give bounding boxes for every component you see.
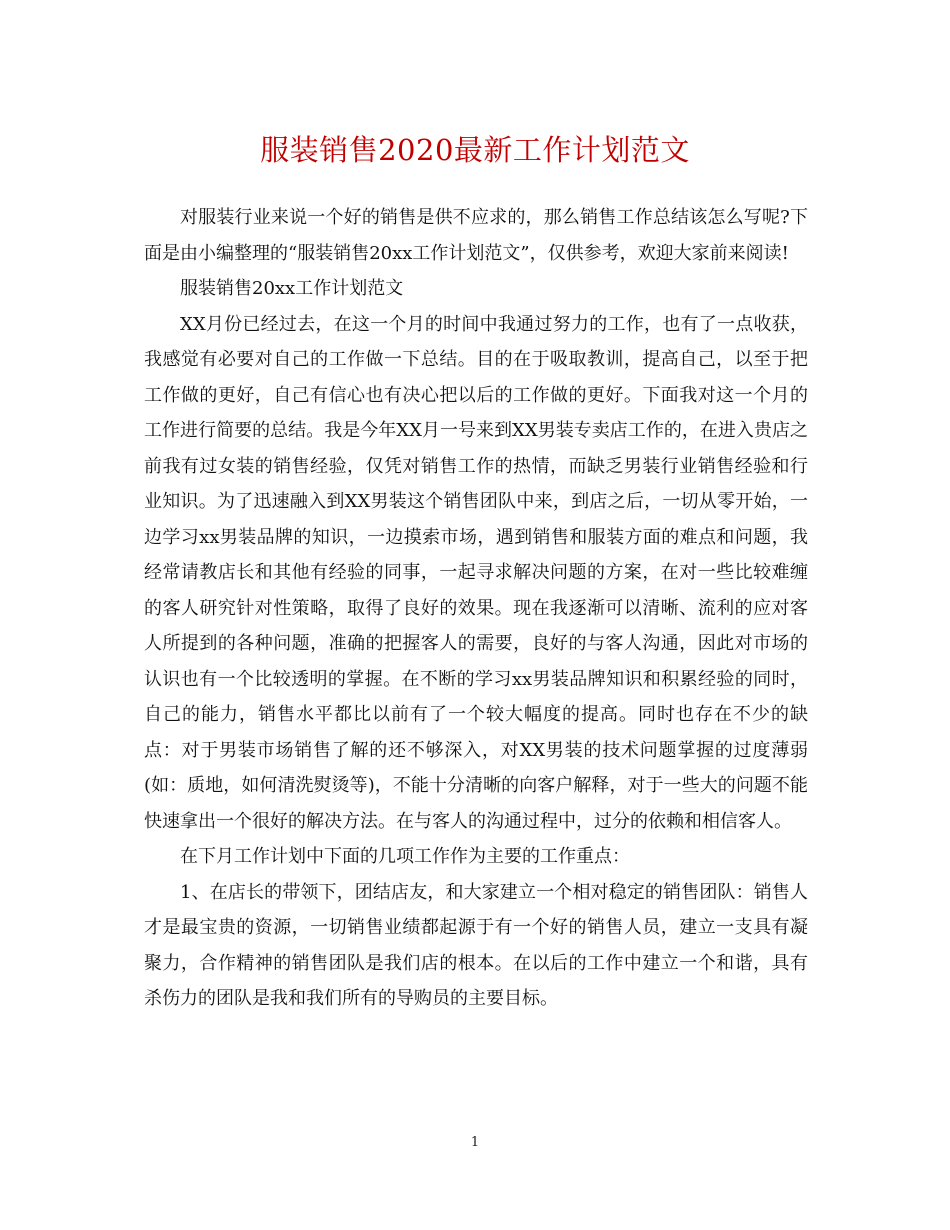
section-heading: 服装销售20xx工作计划范文: [180, 278, 404, 299]
intro-paragraph: 对服装行业来说一个好的销售是供不应求的，那么销售工作总结该怎么写呢?下面是由小编整理的“服装销售20xx工作计划范文”，仅供参考，欢迎大家前来阅读!: [144, 207, 808, 264]
plan-item-1-paragraph: 1、在店长的带领下，团结店友，和大家建立一个相对稳定的销售团队：销售人才是最宝贵的资源，一切销售业绩都起源于有一个好的销售人员，建立一支具有凝聚力，合作精神的销售团队是我们店的根本。在以后的工作中建立一个和谐，具有杀伤力的团队是我和我们所有的导购员的主要目标。: [144, 881, 808, 1009]
document-body: [144, 200, 808, 1017]
document-title: 服装销售2020最新工作计划范文: [260, 133, 690, 167]
summary-paragraph: XX月份已经过去，在这一个月的时间中我通过努力的工作，也有了一点收获，我感觉有必要对自己的工作做一下总结。目的在于吸取教训，提高自己，以至于把工作做的更好，自己有信心也有决心把以后的工作做的更好。下面我对这一个月的工作进行简要的总结。我是今年XX月一号来到XX男装专卖店工作的，在进入贵店之前我有过女装的销售经验，仅凭对销售工作的热情，而缺乏男装行业销售经验和行业知识。为了迅速融入到XX男装这个销售团队中来，到店之后，一切从零开始，一边学习xx男装品牌的知识，一边摸索市场，遇到销售和服装方面的难点和问题，我经常请教店长和其他有经验的同事，一起寻求解决问题的方案，在对一些比较难缠的客人研究针对性策略，取得了良好的效果。现在我逐渐可以清晰、流利的应对客人所提到的各种问题，准确的把握客人的需要，良好的与客人沟通，因此对市场的认识也有一个比较透明的掌握。在不断的学习xx男装品牌知识和积累经验的同时，自己的能力，销售水平都比以前有了一个较大幅度的提高。同时也存在不少的缺点：对于男装市场销售了解的还不够深入，对XX男装的技术问题掌握的过度薄弱(如：质地，如何清洗熨烫等)，不能十分清晰的向客户解释，对于一些大的问题不能快速拿出一个很好的解决方法。在与客人的沟通过程中，过分的依赖和相信客人。: [144, 313, 808, 832]
plan-intro-paragraph: 在下月工作计划中下面的几项工作作为主要的工作重点：: [180, 846, 630, 867]
page-number: 1: [470, 1135, 480, 1150]
